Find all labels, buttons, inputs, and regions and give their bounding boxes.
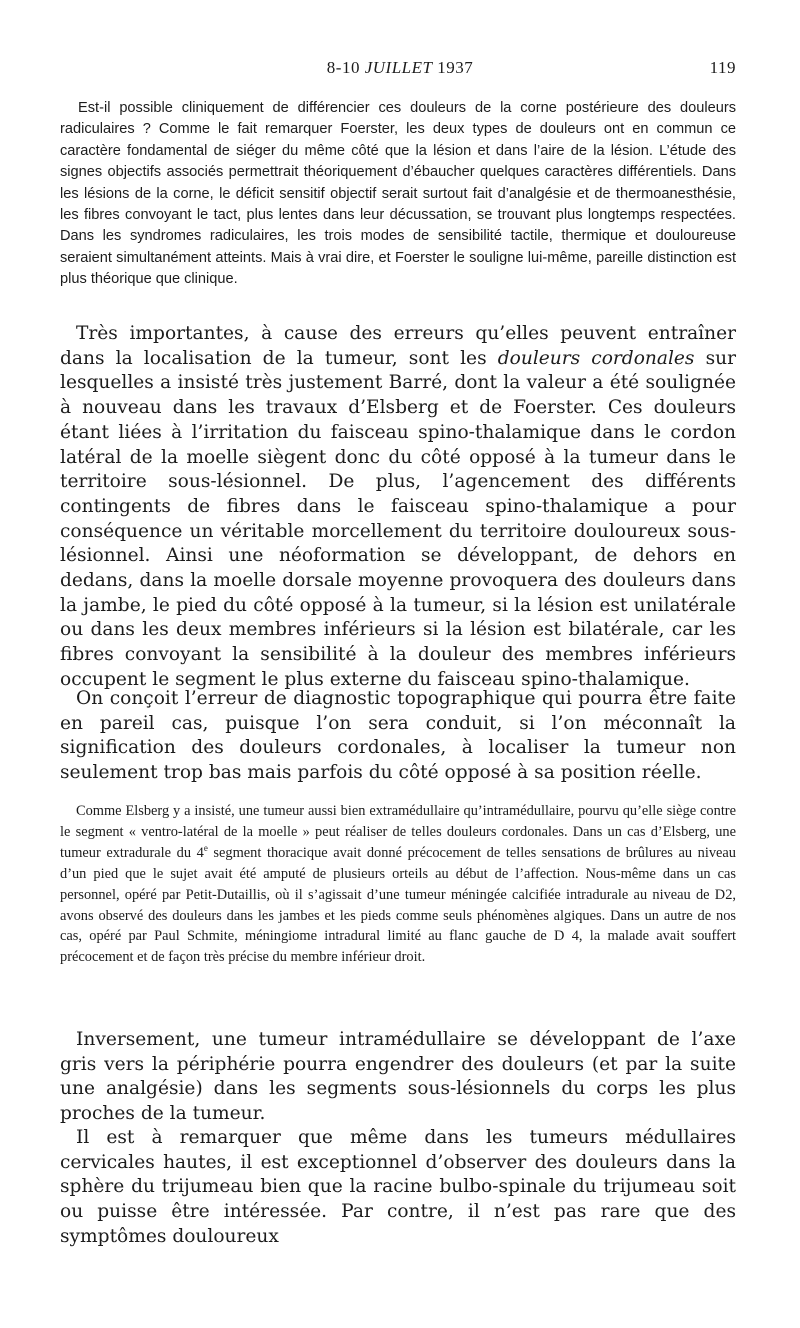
issue-date: 8-10 bbox=[326, 58, 360, 77]
paragraph-text: Très importantes, à cause des erreurs qu’elles peuvent entraîner dans la localisation de la tumeur, sont les bbox=[60, 323, 736, 369]
paragraph-cordonal-pain bbox=[60, 322, 736, 693]
paragraph-cervical-tumors: Il est à remarquer que même dans les tumeurs médullaires cervicales hautes, il est exceptionnel d’observer des douleurs dans la sphère du trijumeau bien que la racine bulbo-spinale du trijumeau soit ou puisse être intéressée. Par contre, il n’est pas rare que des symptômes douloureux bbox=[60, 1127, 736, 1247]
page-number: 119 bbox=[709, 58, 736, 77]
note-elsberg-cases bbox=[60, 801, 736, 968]
issue-month: JUILLET bbox=[364, 58, 433, 77]
paragraph-radicular-pain: Est-il possible cliniquement de différencier ces douleurs de la corne postérieure des douleurs radiculaires ? Comme le fait remarquer Foerster, les deux types de douleurs ont en commun ce caractère fondamental de siéger du même côté que la lésion et dans l’aire de la lésion. L’étude des signes objectifs associés permettrait théoriquement d’ébaucher quelques caractères différentiels. Dans les lésions de la corne, le déficit sensitif objectif serait surtout fait d’analgésie et de thermoanesthésie, les fibres convoyant le tact, plus lentes dans leur décussation, se trouvant plus longtemps respectées. Dans les syndromes radiculaires, les trois modes de sensibilité tactile, thermique et douloureuse seraient simultanément atteints. Mais à vrai dire, et Foerster le souligne lui-même, pareille distinction est plus théorique que clinique. bbox=[60, 100, 736, 288]
paragraph-intramedullary-tumor: Inversement, une tumeur intramédullaire se développant de l’axe gris vers la périphérie pourra engendrer des douleurs (et par la suite une analgésie) dans les segments sous-lésionnels du corps les plus proches de la tumeur. bbox=[60, 1029, 736, 1125]
superscript: e bbox=[203, 843, 208, 854]
running-title bbox=[60, 58, 740, 78]
note-text: segment thoracique avait donné précocement de telles sensations de brûlures au niveau d’un pied que le sujet avait été amputé de plusieurs orteils au début de l’affection. Nous-même dans un cas personnel, opéré par Petit-Dutaillis, où il s’agissait d’une tumeur méningée calcifiée intradurale au niveau de D2, avons observé des douleurs dans les jambes et les pieds comme seuls phénomènes algiques. Dans un autre de nos cas, opéré par Paul Schmite, méningiome intradural limité au flanc gauche de D 4, la malade avait souffert précocement et de façon très précise du membre inférieur droit. bbox=[60, 844, 736, 966]
paragraph-text: sur lesquelles a insisté très justement Barré, dont la valeur a été soulignée à nouveau dans les travaux d’Elsberg et de Foerster. Ces douleurs étant liées à l’irritation du faisceau spino-thalamique dans le cordon latéral de la moelle siègent donc du côté opposé à la tumeur dans le territoire sous-lésionnel. De plus, l’agencement des différents contingents de fibres dans le faisceau spino-thalamique a pour conséquence un véritable morcellement du territoire douloureux sous-lésionnel. Ainsi une néoformation se développant, de dehors en dedans, dans la moelle dorsale moyenne provoquera des douleurs dans la jambe, le pied du côté opposé à la tumeur, si la lésion est unilatérale ou dans les deux membres inférieurs si la lésion est bilatérale, car les fibres convoyant la sensibilité à la douleur des membres inférieurs occupent le segment le plus externe du faisceau spino-thalamique. bbox=[60, 347, 736, 690]
running-header bbox=[60, 58, 740, 82]
note-text: Comme Elsberg y a insisté, une tumeur aussi bien extramédullaire qu’intramédullaire, pourvu qu’elle siège contre le segment « ventro-latéral de la moelle » peut réaliser de telles douleurs cordonales. Dans un cas d’Elsberg, une tumeur extradurale du 4 bbox=[60, 803, 736, 861]
paragraph-diagnostic-error: On conçoit l’erreur de diagnostic topographique qui pourra être faite en pareil cas, puisque l’on sera conduit, si l’on méconnaît la signification des douleurs cordonales, à localiser la tumeur non seulement trop bas mais parfois du côté opposé à sa position réelle. bbox=[60, 688, 736, 784]
emphasis-douleurs-cordonales: douleurs cordonales bbox=[497, 347, 695, 369]
issue-year: 1937 bbox=[437, 58, 474, 77]
